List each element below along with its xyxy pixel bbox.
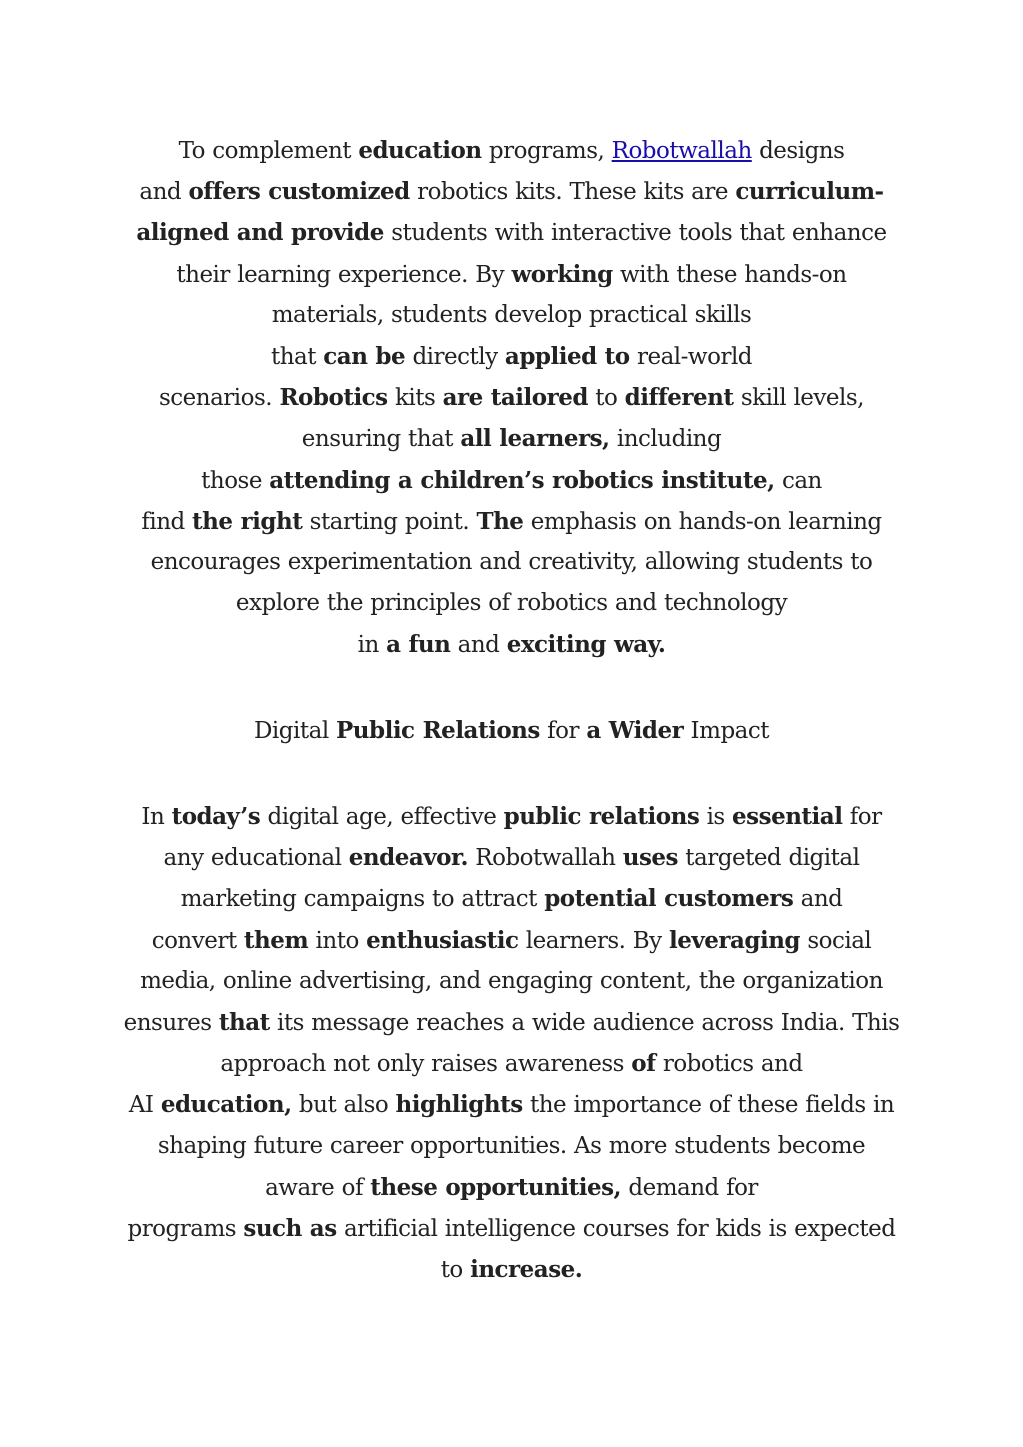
text-run: ensuring that [301, 426, 461, 453]
text-line [110, 460, 913, 501]
text-run: demand for [621, 1174, 758, 1201]
bold-text: The [476, 507, 524, 535]
text-run: To complement [178, 138, 359, 164]
text-run: programs [127, 1215, 244, 1242]
text-run: learners. By [518, 927, 669, 954]
text-run: directly [405, 343, 505, 370]
bold-text: a Wider [586, 717, 684, 744]
bold-text: exciting way. [506, 631, 666, 659]
text-run: to [440, 1257, 471, 1284]
text-run: digital age, effective [260, 804, 504, 830]
text-run: students with interactive tools that enhance [383, 220, 887, 247]
text-run: scenarios. [158, 385, 280, 412]
text-run: convert [151, 927, 244, 954]
text-run: robotics kits. These kits are [409, 179, 736, 206]
bold-text: education, [160, 1091, 292, 1119]
text-run: designs [751, 138, 845, 164]
bold-text: applied to [504, 342, 630, 370]
bold-text: can be [323, 342, 406, 370]
bold-text: curriculum- [735, 178, 884, 206]
text-run: find [141, 508, 193, 535]
text-run: can [774, 467, 822, 494]
text-run: including [609, 426, 722, 453]
bold-text: Public Relations [335, 717, 540, 744]
bold-text: all learners, [460, 425, 610, 453]
bold-text: education [358, 137, 482, 164]
bold-text: increase. [470, 1256, 583, 1284]
text-run: into [308, 927, 367, 954]
bold-text: attending a children’s robotics institute, [269, 466, 775, 494]
text-run: in [357, 632, 387, 659]
bold-text: potential customers [544, 885, 794, 913]
text-line [110, 501, 913, 542]
text-run: marketing campaigns to attract [180, 886, 545, 913]
text-run: that [270, 343, 324, 370]
bold-text: today’s [171, 803, 261, 830]
text-run: for [539, 718, 587, 744]
text-run: for [842, 804, 882, 830]
bold-text: different [624, 384, 734, 412]
bold-text: enthusiastic [366, 926, 519, 954]
bold-text: a fun [386, 631, 451, 659]
text-line [110, 710, 913, 751]
bold-text: them [243, 926, 309, 954]
bold-text: working [511, 260, 613, 288]
text-run: materials, students develop practical skills [271, 301, 752, 328]
bold-text: offers customized [188, 178, 410, 206]
robotwallah-link[interactable]: Robotwallah [611, 138, 752, 164]
text-run: kits [387, 385, 443, 412]
text-run: and [793, 886, 843, 913]
bold-text: that [218, 1008, 270, 1036]
text-run: AI [128, 1092, 161, 1119]
bold-text: endeavor. [348, 844, 468, 872]
text-line [110, 920, 913, 961]
text-run: media, online advertising, and engaging content, the organization [140, 967, 883, 994]
text-run: robotics and [655, 1051, 803, 1078]
text-run: real-world [629, 343, 753, 370]
bold-text: of [631, 1050, 656, 1078]
text-run: with these hands-on [612, 261, 847, 288]
text-run: and [139, 179, 189, 206]
text-run: Robotwallah [467, 845, 623, 872]
text-run: programs, [481, 138, 612, 164]
text-run: Impact [683, 718, 769, 744]
text-run: their learning experience. By [176, 261, 512, 288]
bold-text: essential [732, 803, 843, 830]
text-run: its message reaches a wide audience across India. This [269, 1009, 900, 1036]
text-line [110, 377, 913, 418]
text-run: In [141, 804, 172, 830]
bold-text: are tailored [442, 384, 588, 412]
text-line [110, 961, 913, 1002]
text-run: explore the principles of robotics and technology [235, 590, 788, 617]
text-run: aware of [265, 1174, 371, 1201]
text-line [110, 1126, 913, 1167]
bold-text: uses [622, 844, 678, 872]
bold-text: highlights [395, 1091, 523, 1119]
text-run: approach not only raises awareness [220, 1051, 632, 1078]
text-line [110, 295, 913, 336]
text-line [110, 212, 913, 253]
bold-text: public relations [503, 803, 700, 830]
text-line [110, 1084, 913, 1125]
text-run: skill levels, [733, 385, 864, 412]
paragraph-digital-pr [110, 796, 913, 1290]
text-line [110, 130, 913, 171]
text-run: ensures [123, 1009, 219, 1036]
text-line [110, 1167, 913, 1208]
text-line [110, 1208, 913, 1249]
text-run: any educational [163, 845, 349, 872]
text-run: and [450, 632, 507, 659]
text-run: artificial intelligence courses for kids is expected [336, 1215, 896, 1242]
text-line [110, 418, 913, 459]
text-line [110, 336, 913, 377]
text-run: starting point. [302, 508, 477, 535]
bold-text: leveraging [669, 926, 801, 954]
text-line [110, 171, 913, 212]
text-run: emphasis on hands-on learning [523, 508, 882, 535]
text-line [110, 1002, 913, 1043]
text-run: but also [291, 1092, 396, 1119]
text-line [110, 796, 913, 837]
text-run: those [201, 467, 270, 494]
text-line [110, 1249, 913, 1290]
text-line [110, 837, 913, 878]
text-run: targeted digital [677, 845, 860, 872]
text-run: the importance of these fields in [522, 1092, 895, 1119]
text-run: to [587, 385, 625, 412]
bold-text: aligned and provide [136, 219, 384, 247]
text-line [110, 1043, 913, 1084]
bold-text: such as [243, 1214, 337, 1242]
text-line [110, 254, 913, 295]
text-run: Digital [253, 718, 336, 744]
bold-text: these opportunities, [370, 1173, 622, 1201]
bold-text: Robotics [279, 384, 388, 412]
text-line [110, 542, 913, 583]
text-run: is [699, 804, 733, 830]
text-line [110, 624, 913, 665]
bold-text: the right [192, 507, 303, 535]
text-run: encourages experimentation and creativity, allowing students to [150, 548, 873, 575]
paragraph-robotics-kits [110, 130, 913, 665]
text-line [110, 878, 913, 919]
text-run: shaping future career opportunities. As more students become [157, 1132, 866, 1159]
text-line [110, 583, 913, 624]
text-run: social [800, 927, 872, 954]
section-heading [110, 710, 913, 751]
